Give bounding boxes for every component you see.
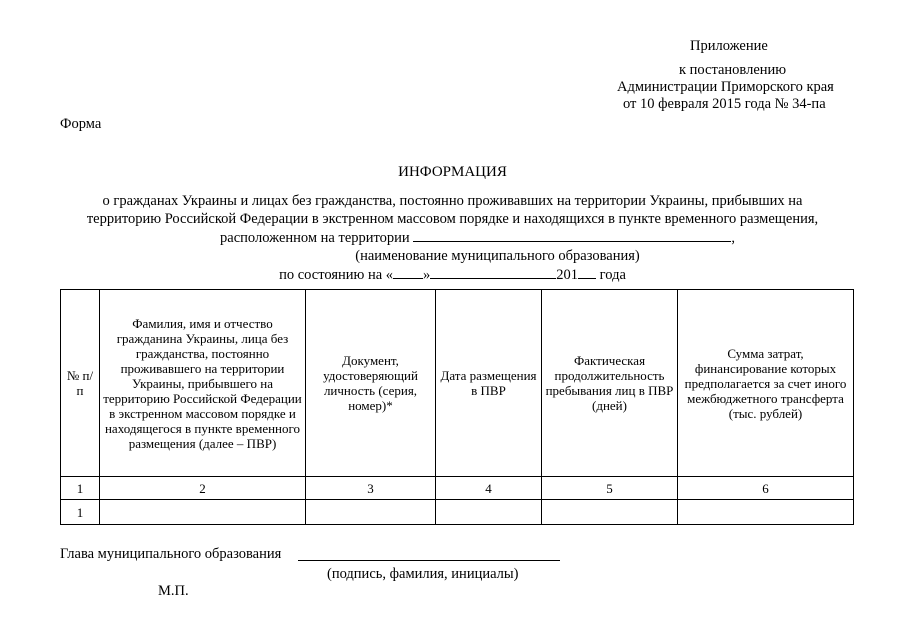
header-cost-amount: Сумма затрат, финансирование которых предполагается за счет иного межбюджетного трансферта (тыс. рублей) [678,290,854,477]
identity-document-cell[interactable] [306,500,436,525]
table-header-row [61,290,854,477]
description-line-3 [0,228,905,247]
column-number: 5 [542,477,678,500]
resolution-ref-line: к постановлению [679,62,787,78]
territory-label: расположенном на территории [220,230,410,246]
appendix-label: Приложение [690,38,768,54]
administration-name: Администрации Приморского края [617,79,834,95]
year-prefix: 201 [556,267,579,283]
information-table [60,289,854,525]
placement-date-cell[interactable] [436,500,542,525]
column-number: 4 [436,477,542,500]
column-number: 2 [100,477,306,500]
description-line-1: о гражданах Украины и лицах без гражданства, постоянно проживавших на территории Украины, прибывших на [102,193,803,209]
document-title: ИНФОРМАЦИЯ [398,164,507,180]
document-description [0,192,905,284]
header-stay-duration: Фактическая продолжительность пребывания лиц в ПВР (дней) [542,290,678,477]
header-number: № п/п [61,290,100,477]
month-blank[interactable] [430,265,556,279]
stamp-place-label: М.П. [158,583,189,599]
cost-amount-cell[interactable] [678,500,854,525]
year-blank[interactable] [578,265,596,279]
date-line [0,265,905,284]
signatory-label: Глава муниципального образования [60,546,282,562]
header-placement-date: Дата размещения в ПВР [436,290,542,477]
table-row [61,500,854,525]
signature-hint: (подпись, фамилия, инициалы) [327,566,519,582]
full-name-cell[interactable] [100,500,306,525]
column-number: 6 [678,477,854,500]
form-label: Форма [60,116,102,132]
column-number: 3 [306,477,436,500]
header-full-name: Фамилия, имя и отчество гражданина Украины, лица без гражданства, постоянно проживавшего на территории Украины, прибывшего на территорию Российской Федерации в экстренном массовом порядке и находящегося в пункте временного размещения (далее – ПВР) [100,290,306,477]
year-suffix: года [599,267,626,283]
stay-duration-cell[interactable] [542,500,678,525]
column-number: 1 [61,477,100,500]
date-prefix: по состоянию на « [279,267,394,283]
municipality-hint: (наименование муниципального образования) [355,248,640,264]
signature-line[interactable] [298,560,560,561]
day-blank[interactable] [393,265,423,279]
resolution-date: от 10 февраля 2015 года № 34-па [623,96,826,112]
row-number-cell: 1 [61,500,100,525]
column-number-row [61,477,854,500]
municipality-blank[interactable] [413,228,731,242]
date-close-quote: » [423,267,431,283]
territory-comma: , [731,230,735,246]
description-line-2: территорию Российской Федерации в экстренном массовом порядке и находящихся в пункте временного размещения, [86,211,819,227]
header-identity-document: Документ, удостоверяющий личность (серия, номер)* [306,290,436,477]
